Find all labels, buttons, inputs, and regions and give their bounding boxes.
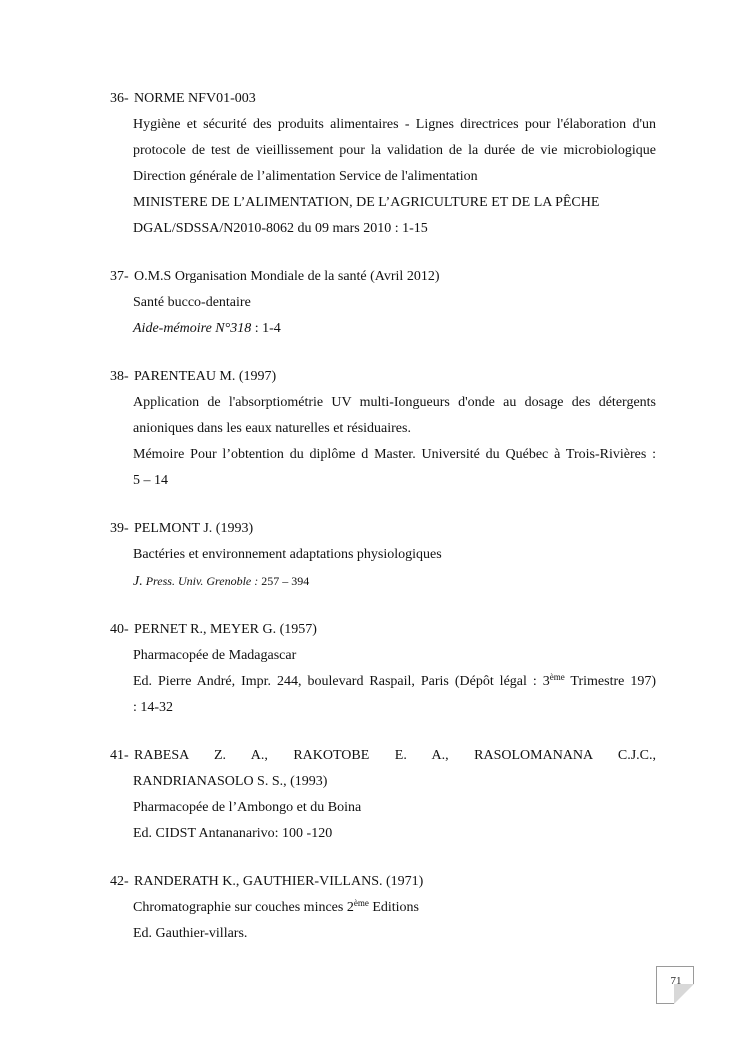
page-range: 257 – 394 xyxy=(258,574,310,588)
superscript: ème xyxy=(549,672,565,682)
reference-number: 42- xyxy=(110,874,129,889)
folded-corner xyxy=(674,984,694,1004)
text-segment: Editions xyxy=(368,900,419,915)
journal-abbrev: J. xyxy=(133,574,143,589)
page-range: : 1-4 xyxy=(251,321,281,336)
reference-line xyxy=(110,669,656,695)
reference-line: : 14-32 xyxy=(133,700,174,715)
reference-line: RANDRIANASOLO S. S., (1993) xyxy=(133,774,328,789)
reference-line: Direction générale de l’alimentation Service de l'alimentation xyxy=(133,169,478,184)
reference-number: 39- xyxy=(110,521,129,536)
reference-entry xyxy=(110,86,656,242)
reference-heading: RABESA Z. A., RAKOTOBE E. A., RASOLOMANANA C.J.C., xyxy=(134,748,656,763)
reference-line xyxy=(110,316,656,342)
text-segment: Chromatographie sur couches minces 2 xyxy=(133,900,354,915)
reference-entry xyxy=(110,617,656,721)
reference-line: Mémoire Pour l’obtention du diplôme d Master. Université du Québec à Trois-Rivières : xyxy=(133,447,656,462)
reference-line: Pharmacopée de l’Ambongo et du Boina xyxy=(133,800,362,815)
reference-heading: PERNET R., MEYER G. (1957) xyxy=(134,622,317,637)
reference-line: Ed. Gauthier-villars. xyxy=(133,926,248,941)
text-segment: Trimestre 197) xyxy=(564,674,656,689)
reference-line: Santé bucco-dentaire xyxy=(133,295,251,310)
reference-number: 36- xyxy=(110,91,129,106)
reference-line xyxy=(110,568,656,595)
reference-line: Hygiène et sécurité des produits alimentaires - Lignes directrices pour l'élaboration d'un xyxy=(133,117,656,132)
reference-line: Bactéries et environnement adaptations physiologiques xyxy=(133,547,442,562)
reference-entry xyxy=(110,264,656,342)
reference-line: 5 – 14 xyxy=(133,473,168,488)
reference-number: 37- xyxy=(110,269,129,284)
reference-list xyxy=(110,86,656,969)
text-segment: Ed. Pierre André, Impr. 244, boulevard Raspail, Paris (Dépôt légal : 3 xyxy=(133,674,550,689)
reference-number: 41- xyxy=(110,748,129,763)
reference-heading: PARENTEAU M. (1997) xyxy=(134,369,277,384)
reference-line: Ed. CIDST Antananarivo: 100 -120 xyxy=(133,826,333,841)
reference-line: DGAL/SDSSA/N2010-8062 du 09 mars 2010 : 1-15 xyxy=(133,221,428,236)
reference-heading: NORME NFV01-003 xyxy=(134,91,256,106)
page-number-box xyxy=(656,966,694,1004)
reference-line: Pharmacopée de Madagascar xyxy=(133,648,297,663)
reference-entry xyxy=(110,364,656,494)
superscript: ème xyxy=(353,898,369,908)
reference-entry xyxy=(110,516,656,595)
reference-line: protocole de test de vieillissement pour la validation de la durée de vie microbiologique xyxy=(133,143,656,158)
reference-line: Application de l'absorptiométrie UV multi-Iongueurs d'onde au dosage des détergents xyxy=(133,395,656,410)
journal-title: Press. Univ. Grenoble : xyxy=(142,574,259,588)
reference-heading: RANDERATH K., GAUTHIER-VILLANS. (1971) xyxy=(134,874,424,889)
reference-entry xyxy=(110,743,656,847)
reference-line: anioniques dans les eaux naturelles et résiduaires. xyxy=(133,421,411,436)
page-number: 71 xyxy=(670,975,682,987)
reference-number: 40- xyxy=(110,622,129,637)
reference-line xyxy=(110,895,656,921)
reference-entry xyxy=(110,869,656,947)
reference-heading: O.M.S Organisation Mondiale de la santé (Avril 2012) xyxy=(134,269,440,284)
reference-number: 38- xyxy=(110,369,129,384)
reference-line: MINISTERE DE L’ALIMENTATION, DE L’AGRICULTURE ET DE LA PÊCHE xyxy=(133,195,600,210)
journal-title: Aide-mémoire N°318 xyxy=(133,321,252,336)
reference-heading: PELMONT J. (1993) xyxy=(134,521,254,536)
